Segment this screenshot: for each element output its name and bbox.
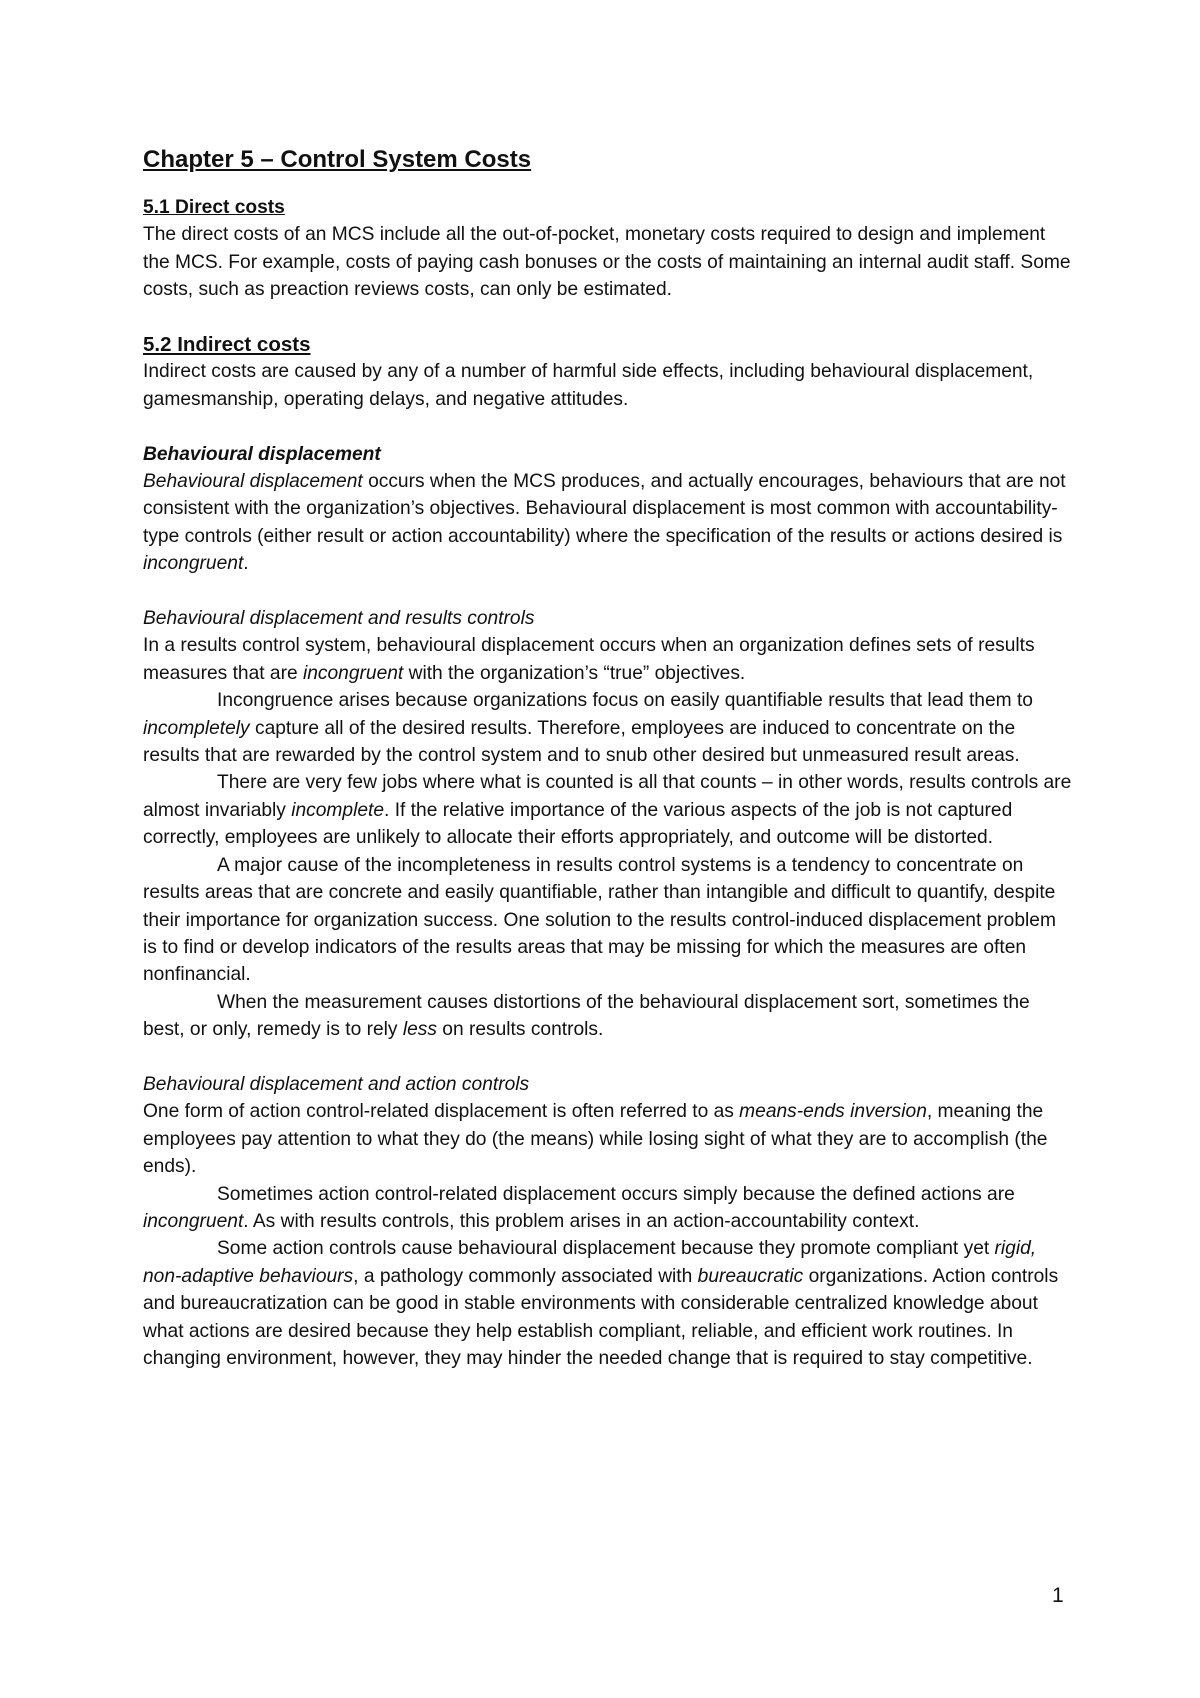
direct-costs-paragraph: The direct costs of an MCS include all the out-of-pocket, monetary costs required to design and implement the MCS. For example, costs of paying cash bonuses or the costs of maintaining an internal audit staff. Some costs, such as preaction reviews costs, can only be estimated. (143, 224, 1071, 301)
results-controls-paragraph-5 (143, 989, 1073, 1044)
document-body (143, 144, 1073, 1372)
term-incompletely: incompletely (143, 717, 250, 739)
paragraph-text: , meaning the employees pay attention to what they do (the means) while losing sight of what they are to accomplish (the ends). (143, 1101, 1048, 1178)
paragraph-text: When the measurement causes distortions of the behavioural displacement sort, sometimes the best, or only, remedy is to rely (143, 991, 1030, 1041)
paragraph-text: on results controls. (436, 1019, 604, 1041)
paragraph-text: . If the relative importance of the various aspects of the job is not captured correctly, employees are unlikely to allocate their efforts appropriately, and outcome will be distorted. (143, 799, 1013, 849)
section-heading-direct-costs: 5.1 Direct costs (143, 197, 285, 218)
action-controls-paragraph-1 (143, 1098, 1073, 1180)
term-rigid-non-adaptive: rigid, non-adaptive behaviours (143, 1238, 1037, 1287)
section-heading-indirect-costs: 5.2 Indirect costs (143, 333, 311, 357)
results-controls-paragraph-2 (143, 687, 1073, 769)
paragraph-text: Incongruence arises because organizations focus on easily quantifiable results that lead them to (217, 690, 1033, 712)
term-less: less (402, 1019, 437, 1041)
action-controls-paragraph-2 (143, 1181, 1073, 1236)
subheading-behavioural-displacement: Behavioural displacement (143, 443, 381, 465)
paragraph-text: occurs when the MCS produces, and actually encourages, behaviours that are not consistent with the organization’s objectives. Behavioural displacement is most common with accountability-type controls (either result or action accountability) where the specification of the results or actions desired is (143, 471, 1066, 547)
term-bureaucratic: bureaucratic (697, 1265, 804, 1287)
paragraph-text: There are very few jobs where what is counted is all that counts – in other words, results controls are almost invariably (143, 772, 1072, 821)
subheading-results-controls: Behavioural displacement and results controls (143, 608, 535, 630)
paragraph-text: In a results control system, behavioural displacement occurs when an organization defines sets of results measures that are (143, 635, 1035, 684)
results-controls-paragraph-4: A major cause of the incompleteness in results control systems is a tendency to concentrate on results areas that are concrete and easily quantifiable, rather than intangible and difficult to quantify, despite their importance for organization success. One solution to the results control-induced displacement problem is to find or develop indicators of the results areas that may be missing for which the measures are often nonfinancial. (143, 854, 1056, 986)
page-number: 1 (1052, 1584, 1064, 1607)
term-behavioural-displacement: Behavioural displacement (143, 471, 363, 493)
indirect-costs-paragraph: Indirect costs are caused by any of a number of harmful side effects, including behavioural displacement, gamesmanship, operating delays, and negative attitudes. (143, 361, 1034, 410)
term-incongruent: incongruent (302, 662, 404, 684)
results-controls-paragraph-1 (143, 632, 1073, 687)
paragraph-text: Sometimes action control-related displacement occurs simply because the defined actions are (217, 1183, 1015, 1205)
paragraph-text: , a pathology commonly associated with (353, 1265, 698, 1287)
behavioural-displacement-paragraph (143, 468, 1073, 578)
paragraph-text: . As with results controls, this problem arises in an action-accountability context. (243, 1210, 920, 1232)
term-incomplete: incomplete (291, 799, 385, 821)
term-incongruent: incongruent (143, 1210, 244, 1232)
paragraph-text: capture all of the desired results. Therefore, employees are induced to concentrate on the results that are rewarded by the control system and to snub other desired but unmeasured result areas. (143, 717, 1020, 767)
chapter-title: Chapter 5 – Control System Costs (143, 146, 532, 173)
paragraph-text: organizations. Action controls and bureaucratization can be good in stable environments with considerable centralized knowledge about what actions are desired because they help establish compliant, reliable, and efficient work routines. In changing environment, however, they may hinder the needed change that is required to stay competitive. (143, 1265, 1059, 1369)
term-means-ends-inversion: means-ends inversion (739, 1101, 927, 1123)
results-controls-paragraph-3 (143, 769, 1073, 851)
paragraph-text: with the organization’s “true” objectives. (403, 662, 746, 684)
paragraph-text: One form of action control-related displacement is often referred to as (143, 1101, 740, 1123)
subheading-action-controls: Behavioural displacement and action controls (143, 1073, 530, 1095)
action-controls-paragraph-3 (143, 1235, 1073, 1372)
paragraph-text: Some action controls cause behavioural displacement because they promote compliant yet (217, 1238, 995, 1260)
paragraph-text: . (243, 553, 249, 575)
term-incongruent: incongruent (143, 553, 244, 575)
